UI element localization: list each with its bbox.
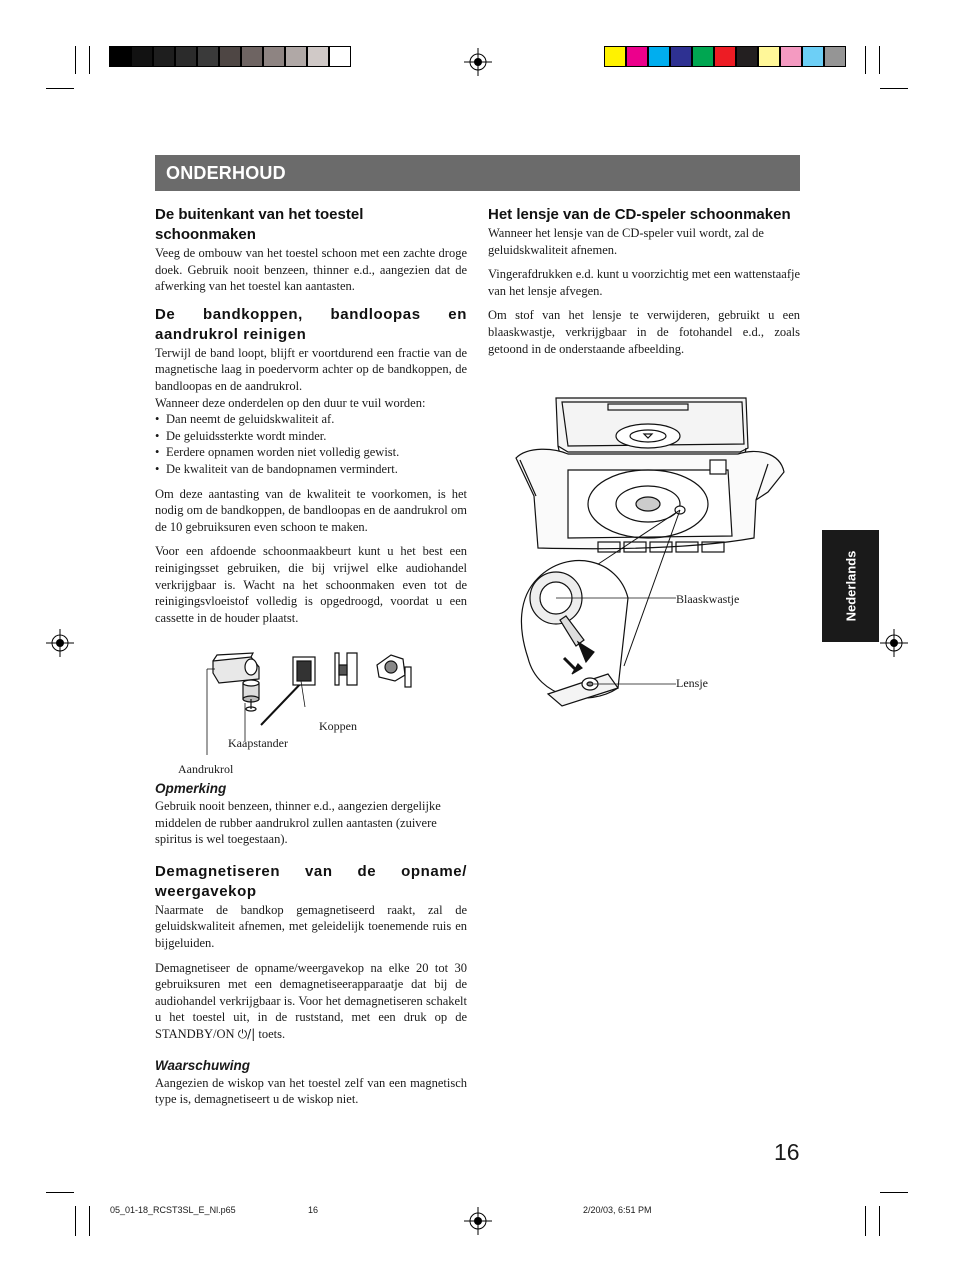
cd-lens-illustration [498,388,788,708]
note-text: Gebruik nooit benzeen, thinner e.d., aangezien dergelijke middelen de rubber aandrukrol zullen aantasten (zuivere spiritus is wel toegestaan). [155,799,441,847]
label-lensje: Lensje [676,676,708,690]
color-swatch [780,46,802,67]
color-swatch [175,46,197,67]
paragraph-dust-removal: Om stof van het lensje te verwijderen, gebruikt u een blaaskwastje, verkrijgbaar in de fotohandel e.d., zoals getoond in de onderstaande afbeelding. [488,308,800,356]
paragraph-heads-dirty: Wanneer deze onderdelen op den duur te vuil worden: [155,395,426,410]
tape-heads-diagram [155,645,467,780]
color-swatch [197,46,219,67]
left-column-lower [155,780,467,1108]
paragraph-exterior-cleaning: Veeg de ombouw van het toestel schoon met een zachte droge doek. Gebruik nooit benzeen, thinner e.d., aangezien dat de afwerking van het toestel kan aantasten. [155,246,467,294]
paragraph-fingerprints: Vingerafdrukken e.d. kunt u voorzichtig met een wattenstaafje van het lensje afvegen. [488,267,800,298]
color-swatch [670,46,692,67]
color-swatch [329,46,351,67]
label-kaapstander: Kaapstander [228,736,288,750]
standby-power-icon: ⏻/| [237,1026,256,1041]
footer-date: 2/20/03, 6:51 PM [583,1205,652,1215]
color-swatch [824,46,846,67]
label-koppen: Koppen [319,719,357,733]
tape-heads-illustration [155,645,467,780]
language-side-tab [822,530,879,642]
list-item: • Dan neemt de geluidskwaliteit af. [155,411,467,428]
color-swatch [263,46,285,67]
paragraph-demagnetize-intro: Naarmate de bandkop gemagnetiseerd raakt, zal de geluidskwaliteit afnemen, met geleidelijk toenemende ruis en bijgeluiden. [155,902,467,950]
color-swatch [692,46,714,67]
registration-mark-top [464,48,492,76]
heading-exterior-cleaning: De buitenkant van het toestel schoonmaken [155,206,364,243]
paragraph-heads-intro: Terwijl de band loopt, blijft er voortdurend een fractie van de magnetische laag in poedervorm achter op de bandkoppen, de bandloopas en de aandrukrol. [155,345,467,393]
list-item: • De geluidssterkte wordt minder. [155,428,467,445]
heading-heads-cleaning: De bandkoppen, bandloopas en aandrukrol reinigen [155,305,467,343]
section-title: ONDERHOUD [166,163,286,183]
paragraph-demagnetize-steps [155,960,467,1043]
warning-title: Waarschuwing [155,1057,251,1073]
warning-text: Aangezien de wiskop van het toestel zelf van een magnetisch type is, demagnetiseert u de wiskop niet. [155,1075,467,1107]
demagnetize-steps-end: toets. [258,1026,286,1041]
color-swatch [241,46,263,67]
right-column [488,205,800,357]
note-title: Opmerking [155,781,227,796]
color-swatch [307,46,329,67]
registration-mark-bottom [464,1207,492,1235]
label-blaaskwastje: Blaaskwastje [676,592,740,606]
registration-mark-right [880,629,908,657]
section-header-bar [155,155,800,191]
color-swatch [285,46,307,67]
color-swatch [153,46,175,67]
footer-filename: 05_01-18_RCST3SL_E_Nl.p65 [110,1205,236,1215]
demagnetize-steps-text: Demagnetiseer de opname/weergavekop na elke 20 tot 30 gebruiksuren met een demagnetiseerapparaatje dat bij de audiohandel verkrijgbaar is. Voor het demagnetiseren schakelt u het toestel uit, in de ruststand, met een druk op de STANDBY/ON [155,960,467,1041]
color-swatch [758,46,780,67]
color-swatch [714,46,736,67]
language-tab-label: Nederlands [843,550,858,622]
color-swatch [736,46,758,67]
color-swatch [219,46,241,67]
paragraph-lens-dirty: Wanneer het lensje van de CD-speler vuil wordt, zal de geluidskwaliteit afnemen. [488,226,764,257]
footer-page: 16 [308,1205,319,1215]
color-swatch [604,46,626,67]
registration-mark-left [46,629,74,657]
color-swatch [626,46,648,67]
heading-demagnetize: Demagnetiseren van de opname/ weergavekop [155,862,467,900]
color-swatch [802,46,824,67]
color-swatch [109,46,131,67]
color-swatch [131,46,153,67]
list-item: • Eerdere opnamen worden niet volledig gewist. [155,444,467,461]
heading-lens-cleaning: Het lensje van de CD-speler schoonmaken [488,206,791,223]
symptom-list [155,411,467,477]
paragraph-cleaning-kit: Voor een afdoende schoonmaakbeurt kunt u het best een reinigingsset gebruiken, die bij vrijwel elke audiohandel verkrijgbaar is. Wacht na het schoonmaken even tot de reinigingsvloeistof volledig is opgedroogd, voordat u een cassette in de houder plaatst. [155,544,467,625]
page-number: 16 [774,1139,800,1165]
left-column [155,205,467,626]
label-aandrukrol: Aandrukrol [178,762,234,776]
paragraph-prevention: Om deze aantasting van de kwaliteit te voorkomen, is het nodig om de bandkoppen, de bandloopas en de aandrukrol om de 10 gebruiksuren even schoon te maken. [155,486,467,534]
list-item: • De kwaliteit van de bandopnamen vermindert. [155,461,467,478]
color-swatch [648,46,670,67]
